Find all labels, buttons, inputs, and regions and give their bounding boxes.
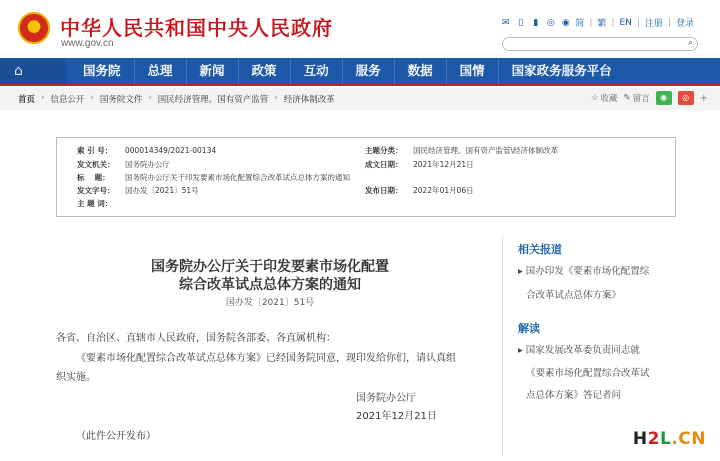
breadcrumb <box>18 93 335 105</box>
page-tools <box>591 91 708 105</box>
weibo-share-icon[interactable]: ◎ <box>678 91 694 105</box>
main-nav <box>0 58 720 86</box>
separator: | <box>611 17 615 28</box>
star-icon: ☆ <box>590 93 599 103</box>
related-report-link[interactable] <box>518 262 698 282</box>
info-label: 标 题： <box>77 173 110 182</box>
info-label: 发布日期： <box>365 186 403 195</box>
breadcrumb-arrow-icon: › <box>148 93 152 103</box>
wechat-icon[interactable]: ◉ <box>561 17 570 28</box>
link-english[interactable]: EN <box>619 17 632 28</box>
info-value: 2022年01月06日 <box>413 186 474 195</box>
info-value: 2021年12月21日 <box>413 160 474 169</box>
info-docno <box>77 185 199 196</box>
interpret-line1[interactable]: 国家发展改革委负责同志就 <box>525 345 640 356</box>
mobile-icon[interactable]: ▯ <box>518 17 524 28</box>
nav-item-premier[interactable]: 总理 <box>135 58 187 84</box>
top-links <box>500 16 694 29</box>
breadcrumb-state-council-docs[interactable]: 国务院文件 <box>99 95 143 105</box>
info-pub-date <box>365 185 474 196</box>
link-simplified[interactable]: 简 <box>575 19 585 29</box>
pencil-icon: ✎ <box>623 93 631 103</box>
national-emblem-icon: ★ <box>18 12 50 44</box>
article-title-line2: 综合改革试点总体方案的通知 <box>179 277 361 293</box>
article-salutation: 各省、自治区、直辖市人民政府，国务院各部委、各直属机构： <box>56 333 336 344</box>
search-icon[interactable]: ⌕ <box>687 38 693 48</box>
info-value: 国民经济管理、国有资产监管\经济体制改革 <box>413 146 559 155</box>
info-value: 000014349/2021-00134 <box>125 146 217 155</box>
info-label: 发文机关： <box>77 160 115 169</box>
related-reports-title: 相关报道 <box>518 243 562 256</box>
info-label: 索 引 号： <box>77 146 113 155</box>
info-label: 成文日期： <box>365 160 403 169</box>
breadcrumb-home[interactable]: 首页 <box>18 95 36 105</box>
nav-item-data[interactable]: 数据 <box>395 58 447 84</box>
site-title[interactable]: 中华人民共和国中央人民政府 <box>60 16 333 40</box>
breadcrumb-arrow-icon: › <box>274 93 278 103</box>
info-keywords <box>77 198 125 209</box>
nav-item-interaction[interactable]: 互动 <box>291 58 343 84</box>
info-label: 主题分类： <box>365 146 403 155</box>
info-title <box>77 172 350 183</box>
info-label: 发文字号： <box>77 186 115 195</box>
tiananmen-icon: ⌂ <box>14 63 23 79</box>
info-label: 主 题 词： <box>77 199 113 208</box>
breadcrumb-economic-reform[interactable]: 经济体制改革 <box>283 95 335 105</box>
search-input[interactable] <box>502 37 698 51</box>
article-note: （此件公开发布） <box>76 431 156 442</box>
article-title-line1: 国务院办公厅关于印发要素市场化配置 <box>151 259 389 275</box>
interpret-line2[interactable]: 《要素市场化配置综合改革试 <box>526 368 650 379</box>
document-info-table <box>56 137 676 217</box>
separator: | <box>589 17 593 28</box>
breadcrumb-arrow-icon: › <box>90 93 94 103</box>
info-index <box>77 145 216 156</box>
mail-icon[interactable]: ✉ <box>502 17 510 28</box>
triangle-bullet-icon: ▸ <box>518 266 526 277</box>
comment-button[interactable] <box>623 92 649 104</box>
related-line2[interactable]: 合改革试点总体方案》 <box>526 290 622 301</box>
article-body-line2: 织实施。 <box>56 372 96 383</box>
link-traditional[interactable]: 繁 <box>597 19 607 29</box>
triangle-bullet-icon: ▸ <box>518 345 526 356</box>
breadcrumb-info-disclosure[interactable]: 信息公开 <box>50 95 85 105</box>
more-share-icon[interactable]: + <box>699 92 708 104</box>
article-signature: 国务院办公厅 <box>356 393 416 404</box>
info-date-written <box>365 159 474 170</box>
article-sign-date: 2021年12月21日 <box>356 411 437 422</box>
article-doc-number: 国办发〔2021〕51号 <box>225 298 315 308</box>
breadcrumb-arrow-icon: › <box>41 93 45 103</box>
h2l-watermark-logo: H2L.CN <box>632 429 706 449</box>
link-login[interactable]: 登录 <box>675 19 694 29</box>
separator: | <box>636 17 640 28</box>
breadcrumb-bar <box>0 88 720 110</box>
article-body-line1: 《要素市场化配置综合改革试点总体方案》已经国务院同意，现印发给你们，请认真组 <box>76 353 456 364</box>
interpretation-link[interactable] <box>518 341 698 361</box>
nav-home[interactable] <box>0 58 66 84</box>
site-header <box>0 0 720 58</box>
collect-button[interactable] <box>591 92 618 104</box>
weibo-icon[interactable]: ◎ <box>546 17 555 28</box>
nav-item-policy[interactable]: 政策 <box>239 58 291 84</box>
nav-item-state-council[interactable]: 国务院 <box>70 58 135 84</box>
info-value: 国务院办公厅 <box>125 160 170 169</box>
nav-item-news[interactable]: 新闻 <box>187 58 239 84</box>
nav-item-service[interactable]: 服务 <box>343 58 395 84</box>
interpretation-title: 解读 <box>518 322 540 335</box>
link-register[interactable]: 注册 <box>644 19 663 29</box>
comment-label: 留言 <box>632 94 650 104</box>
collect-label: 收藏 <box>600 94 618 104</box>
sidebar-divider <box>502 236 503 456</box>
wechat-share-icon[interactable]: ◉ <box>656 91 672 105</box>
info-category <box>365 145 558 156</box>
site-url: www.gov.cn <box>61 38 114 49</box>
separator: | <box>667 17 671 28</box>
nav-items <box>70 58 625 84</box>
phone-icon[interactable]: ▮ <box>533 17 539 28</box>
related-line1[interactable]: 国办印发《要素市场化配置综 <box>525 266 650 277</box>
info-value: 国务院办公厅关于印发要素市场化配置综合改革试点总体方案的通知 <box>125 173 350 182</box>
interpret-line3[interactable]: 点总体方案》答记者问 <box>526 390 622 401</box>
nav-item-service-platform[interactable]: 国家政务服务平台 <box>511 63 612 78</box>
breadcrumb-economy-management[interactable]: 国民经济管理、国有资产监管 <box>157 95 269 105</box>
info-value: 国办发〔2021〕51号 <box>125 186 199 195</box>
nav-item-national-info[interactable]: 国情 <box>447 58 499 84</box>
info-issuer <box>77 159 170 170</box>
